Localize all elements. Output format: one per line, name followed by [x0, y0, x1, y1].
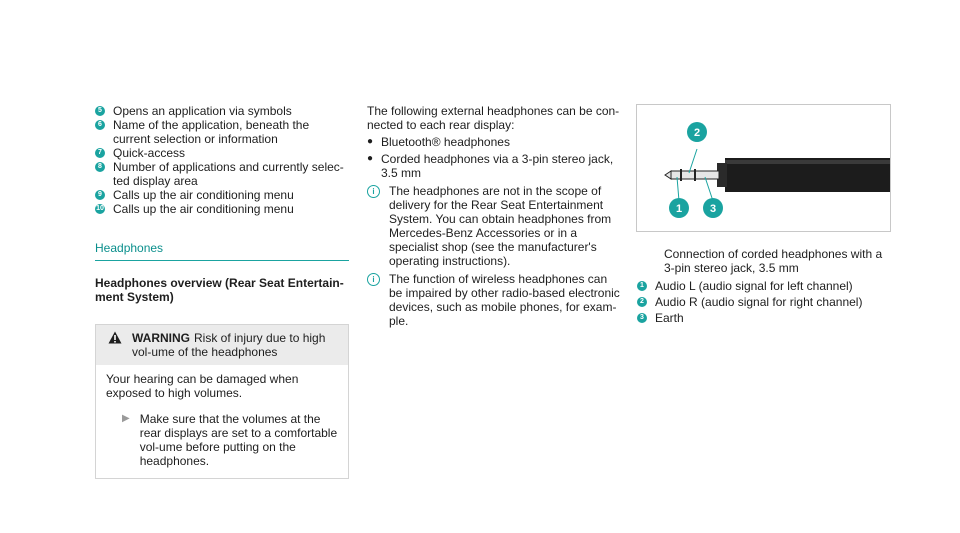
warning-triangle-icon	[108, 331, 122, 344]
list-item	[95, 188, 349, 202]
number-badge: 9	[95, 190, 105, 200]
list-item	[95, 104, 349, 118]
note	[367, 272, 620, 328]
note-text: The headphones are not in the scope of delivery for the Rear Seat Entertainment System. You can obtain headphones from Mercedes-Benz Accessories or in a specialist shop (see the manufacturer's operating instructions).	[389, 184, 612, 268]
legend-item	[637, 295, 862, 309]
legend-text: Audio R (audio signal for right channel)	[655, 295, 863, 309]
warning-head-text: Risk of injury due to high vol-ume of the headphones	[132, 331, 326, 359]
legend-text: Audio L (audio signal for left channel)	[655, 279, 853, 293]
list-item	[95, 146, 349, 160]
number-badge: 8	[95, 162, 105, 172]
legend-item	[637, 279, 862, 293]
sub-title: Headphones overview (Rear Seat Entertain-ment System)	[95, 276, 344, 304]
note-text: The function of wireless headphones can be impaired by other radio-based electronic devices, such as mobile phones, for exam-ple.	[389, 272, 620, 328]
number-badge: 1	[637, 281, 647, 291]
step-text: Make sure that the volumes at the rear displays are set to a comfortable vol-ume before putting on the headphones.	[139, 412, 338, 468]
legend-item	[637, 311, 862, 325]
bullet-item	[367, 135, 620, 149]
info-icon: i	[367, 273, 380, 286]
callout-label: 3	[709, 203, 717, 215]
list-item-text: Quick-access	[113, 146, 186, 160]
note	[367, 184, 620, 268]
number-badge: 6	[95, 120, 105, 130]
list-item-text: Calls up the air conditioning menu	[113, 202, 294, 216]
number-badge: 3	[637, 313, 647, 323]
bullet-text: Corded headphones via a 3-pin stereo jack, 3.5 mm	[381, 152, 614, 180]
callout-label: 2	[693, 127, 701, 139]
bullet-text: Bluetooth® headphones	[381, 135, 510, 149]
number-badge: 2	[637, 297, 647, 307]
warning-body	[96, 365, 348, 478]
figure-legend	[637, 277, 862, 325]
warning-label: WARNING	[132, 331, 190, 345]
list-item	[95, 118, 349, 146]
list-item-text: Calls up the air conditioning menu	[113, 188, 294, 202]
bullet-icon: ●	[367, 153, 374, 164]
warning-text	[132, 331, 340, 359]
bullet-item	[367, 152, 620, 180]
list-item-text: Opens an application via symbols	[113, 104, 292, 118]
number-badge: 10	[96, 205, 104, 212]
figure-caption: Connection of corded headphones with a 3-pin stereo jack, 3.5 mm	[664, 247, 883, 275]
column-1	[95, 104, 349, 479]
numbered-list	[95, 104, 349, 216]
warning-header	[96, 325, 348, 365]
callout-label: 1	[675, 203, 683, 215]
stereo-jack-illustration	[637, 105, 890, 231]
warning-box	[95, 324, 349, 479]
column-2	[367, 104, 620, 328]
list-item	[95, 202, 349, 216]
step-arrow-icon: ▶	[122, 413, 130, 424]
list-item-text: Name of the application, beneath the current selection or information	[113, 118, 310, 146]
info-icon: i	[367, 185, 380, 198]
section-title: Headphones	[95, 241, 349, 261]
list-item	[95, 160, 349, 188]
intro-text: The following external headphones can be con-nected to each rear display:	[367, 104, 620, 132]
legend-text: Earth	[655, 311, 684, 325]
warning-body-text: Your hearing can be damaged when exposed to high volumes.	[106, 372, 299, 400]
headphone-jack-figure	[636, 104, 891, 232]
number-badge: 5	[95, 106, 105, 116]
list-item-text: Number of applications and currently selec-ted display area	[113, 160, 344, 188]
bullet-icon: ●	[367, 136, 374, 147]
number-badge: 7	[95, 148, 105, 158]
action-step	[106, 412, 340, 468]
